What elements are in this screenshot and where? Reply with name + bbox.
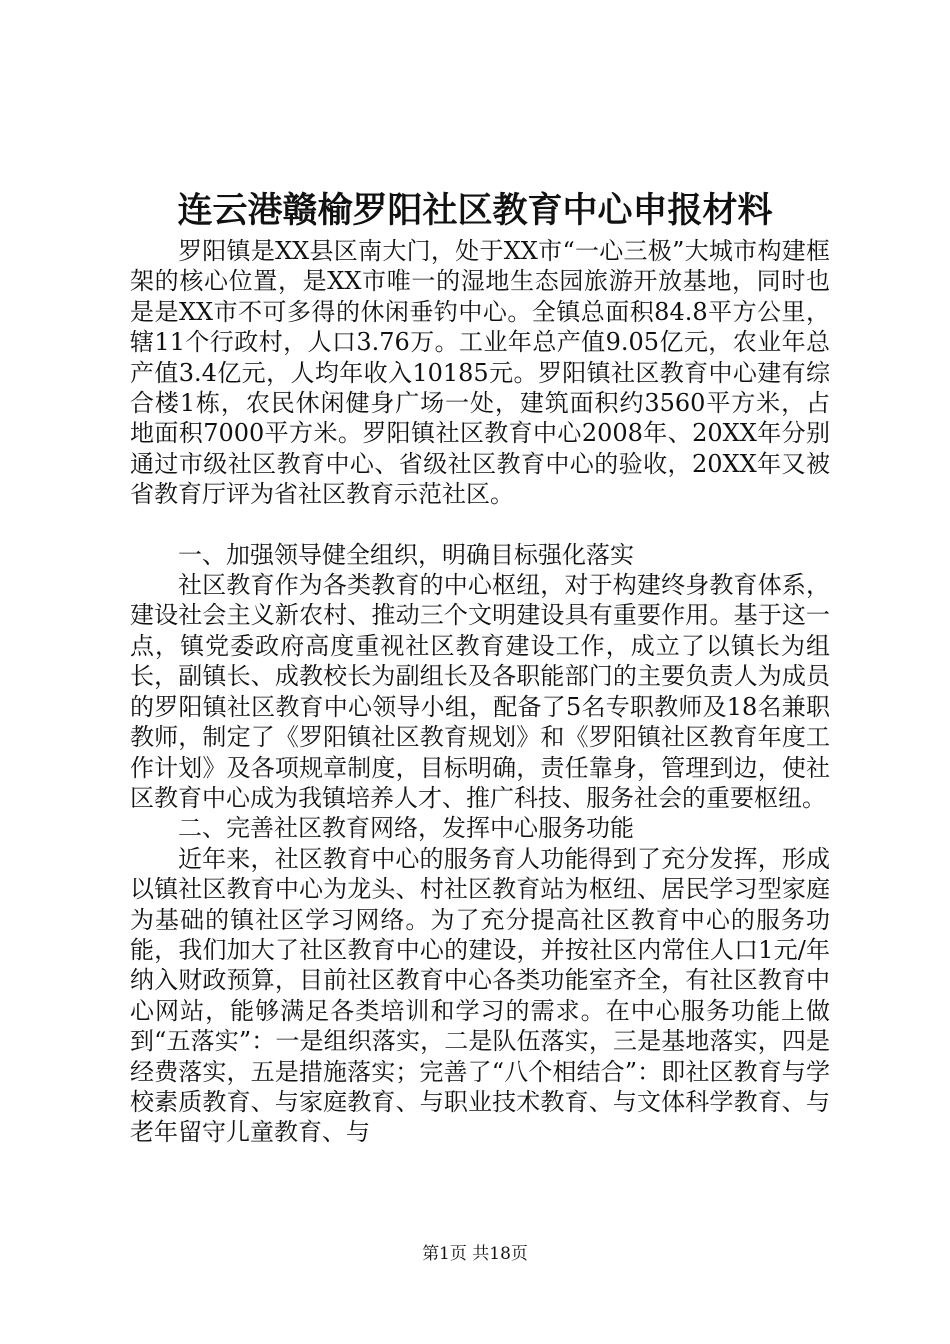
section-heading-2: 二、完善社区教育网络，发挥中心服务功能 — [178, 814, 634, 843]
page-footer: 第1页 共18页 — [422, 1244, 528, 1264]
paragraph-section-1: 社区教育作为各类教育的中心枢纽，对于构建终身教育体系，建设社会主义新农村、推动三个文明建设具有重要作用。基于这一点，镇党委政府高度重视社区教育建设工作，成立了以镇长为组长，副镇长、成教校长为副组长及各职能部门的主要负责人为成员的罗阳镇社区教育中心领导小组，配备了5名专职教师及18名兼职教师，制定了《罗阳镇社区教育规划》和《罗阳镇社区教育年度工作计划》及各项规章制度，目标明确，责任靠身，管理到边，使社区教育中心成为我镇培养人才、推广科技、服务社会的重要枢纽。 — [130, 571, 830, 812]
paragraph-section-2: 近年来，社区教育中心的服务育人功能得到了充分发挥，形成以镇社区教育中心为龙头、村社区教育站为枢纽、居民学习型家庭为基础的镇社区学习网络。为了充分提高社区教育中心的服务功能，我们加大了社区教育中心的建设，并按社区内常住人口1元/年纳入财政预算，目前社区教育中心各类功能室齐全，有社区教育中心网站，能够满足各类培训和学习的需求。在中心服务功能上做到“五落实”：一是组织落实，二是队伍落实，三是基地落实，四是经费落实，五是措施落实；完善了“八个相结合”：即社区教育与学校素质教育、与家庭教育、与职业技术教育、与文体科学教育、与老年留守儿童教育、与 — [130, 844, 830, 1147]
document-body — [130, 236, 830, 1148]
document-title: 连云港赣榆罗阳社区教育中心申报材料 — [177, 190, 773, 231]
paragraph-intro: 罗阳镇是XX县区南大门，处于XX市“一心三极”大城市构建框架的核心位置，是XX市唯一的湿地生态园旅游开放基地，同时也是是XX市不可多得的休闲垂钓中心。全镇总面积84.8平方公里，辖11个行政村，人口3.76万。工业年总产值9.05亿元，农业年总产值3.4亿元，人均年收入10185元。罗阳镇社区教育中心建有综合楼1栋，农民休闲健身广场一处，建筑面积约3560平方米，占地面积7000平方米。罗阳镇社区教育中心2008年、20XX年分别通过市级社区教育中心、省级社区教育中心的验收，20XX年又被省教育厅评为省社区教育示范社区。 — [130, 237, 830, 509]
section-heading-1: 一、加强领导健全组织，明确目标强化落实 — [178, 540, 634, 569]
